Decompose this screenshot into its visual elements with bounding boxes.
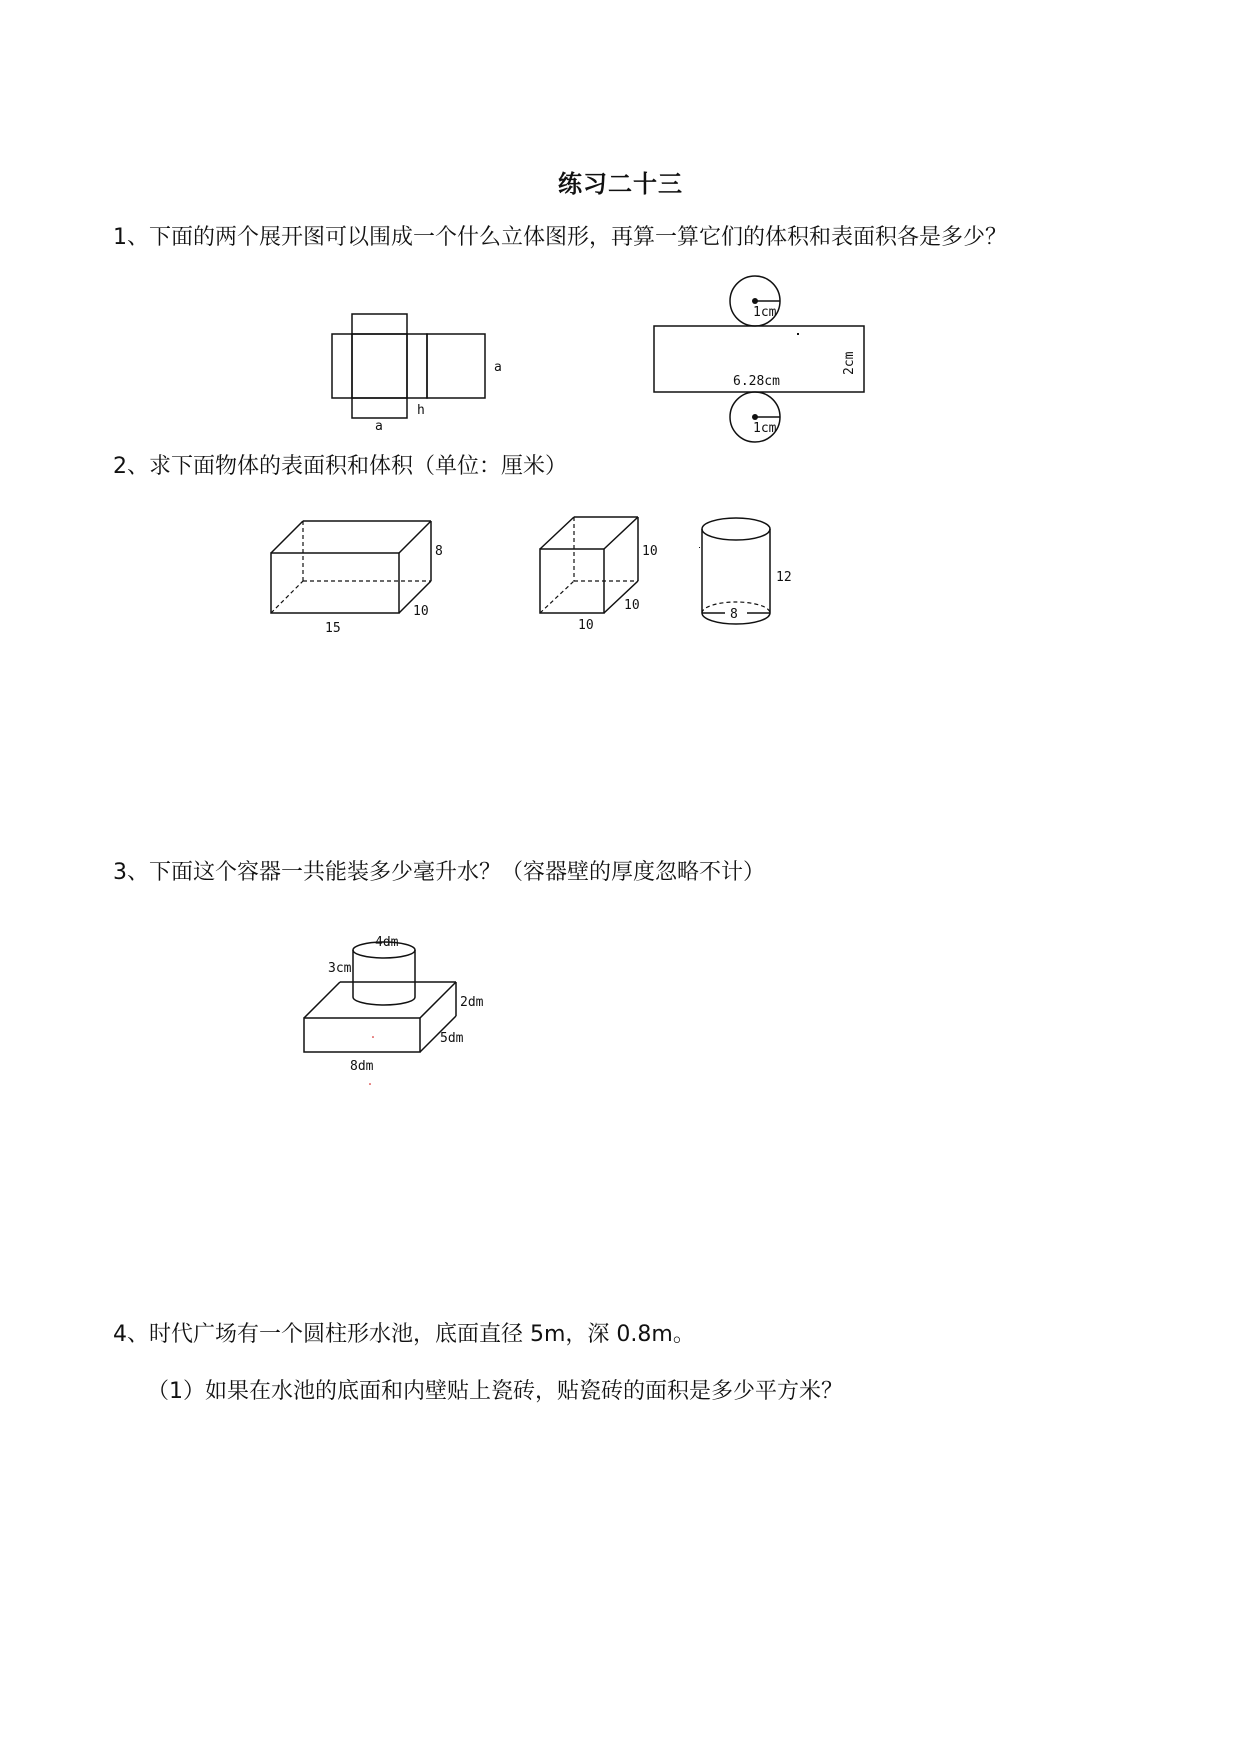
question-2: 2、求下面物体的表面积和体积（单位：厘米） <box>113 454 567 479</box>
cube-length-label: 10 <box>578 618 594 633</box>
cylinder-net-figure <box>650 275 890 445</box>
cylinder-net-bottom-radius: 1cm <box>753 421 777 436</box>
cuboid-depth-label: 10 <box>413 604 429 619</box>
container-box-length: 8dm <box>350 1059 374 1074</box>
cylinder-net-top-radius: 1cm <box>753 305 777 320</box>
question-1: 1、下面的两个展开图可以围成一个什么立体图形，再算一算它们的体积和表面积各是多少？ <box>113 225 1008 250</box>
container-figure <box>300 930 510 1090</box>
cuboid-length-label: 15 <box>325 621 341 636</box>
cylinder-height-label: 12 <box>776 570 792 585</box>
container-box-height: 2dm <box>460 995 484 1010</box>
cube-height-label: 10 <box>642 544 658 559</box>
cube-figure <box>530 515 670 635</box>
question-3: 3、下面这个容器一共能装多少毫升水？（容器壁的厚度忽略不计） <box>113 860 765 885</box>
cube-net-figure <box>320 310 520 434</box>
cube-depth-label: 10 <box>624 598 640 613</box>
cube-net-label-a-bottom: a <box>375 419 383 434</box>
cube-net-label-a-right: a <box>494 360 502 375</box>
cube-net-label-h: h <box>417 403 425 418</box>
cylinder-net-height: 2cm <box>842 351 857 375</box>
cylinder-diameter-label: 8 <box>730 607 738 622</box>
page-title: 练习二十三 <box>558 170 683 198</box>
cylinder-net-length: 6.28cm <box>733 374 780 389</box>
container-box-depth: 5dm <box>440 1031 464 1046</box>
cylinder-figure <box>690 515 830 635</box>
container-cylinder-height: 3cm <box>328 961 352 976</box>
question-4-part-1: （1）如果在水池的底面和内壁贴上瓷砖，贴瓷砖的面积是多少平方米？ <box>147 1379 843 1404</box>
cuboid-figure <box>265 515 443 636</box>
question-4: 4、时代广场有一个圆柱形水池，底面直径 5m，深 0.8m。 <box>113 1322 695 1347</box>
cuboid-height-label: 8 <box>435 544 443 559</box>
container-cylinder-diameter: 4dm <box>375 935 399 950</box>
